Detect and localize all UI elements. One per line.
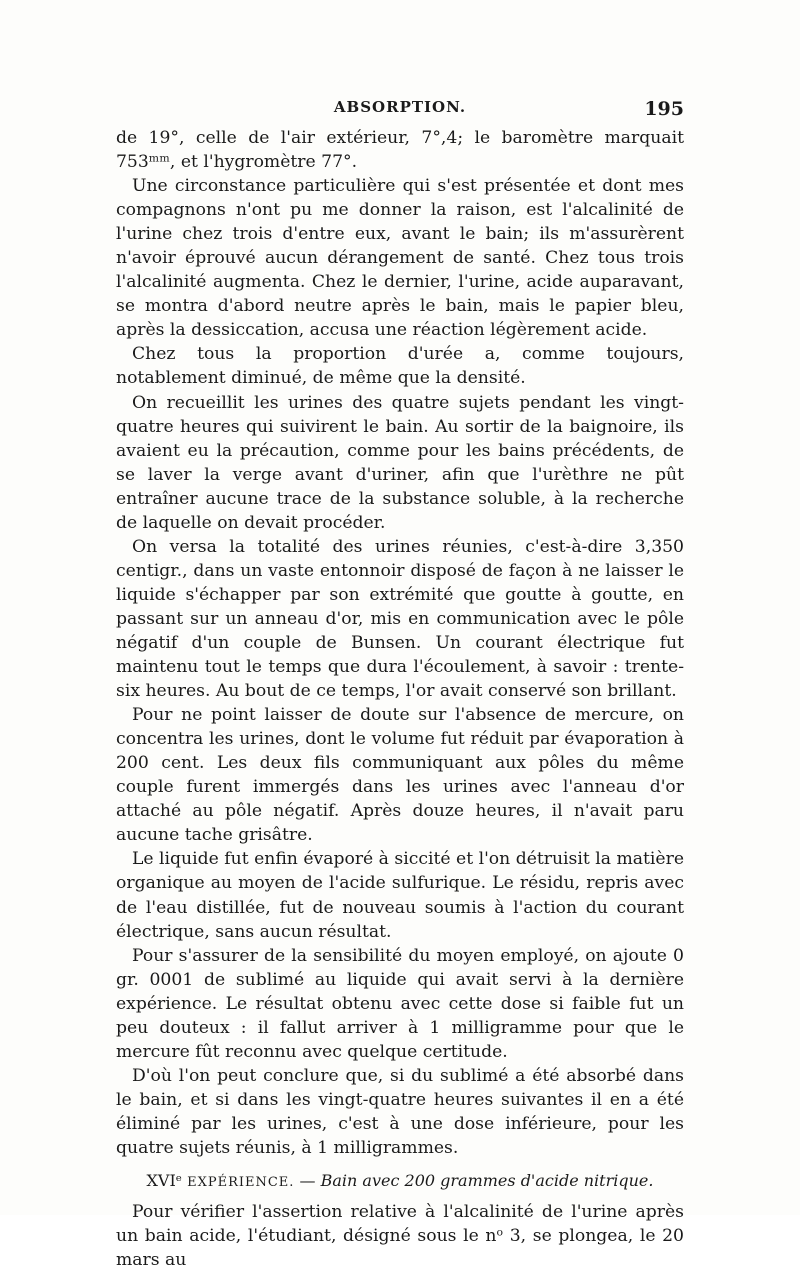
section-separator: —: [299, 1171, 316, 1191]
paragraph: On recueillit les urines des quatre sujets pendant les vingt-quatre heures qui suivirent le bain. Au sortir de la baignoire, ils avaient eu la précaution, comme pour les bains précédents, de se laver la verge avant d'uriner, afin que l'urèthre ne pût entraîner aucune trace de la substance soluble, à la recherche de laquelle on devait procéder.: [116, 392, 684, 533]
paragraph: Pour ne point laisser de doute sur l'absence de mercure, on concentra les urines, dont le volume fut réduit par évaporation à 200 cent. Les deux fils communiquant aux pôles du même couple furent immergés dans les urines avec l'anneau d'or attaché au pôle négatif. Après douze heures, il n'avait paru aucune tache grisâtre.: [116, 705, 684, 846]
section-title: Bain avec 200 grammes d'acide nitrique.: [320, 1171, 654, 1191]
paragraph: de 19°, celle de l'air extérieur, 7°,4; le baromètre marquait 753ᵐᵐ, et l'hygromètre 77°.: [116, 128, 684, 173]
paragraph: Une circonstance particulière qui s'est présentée et dont mes compagnons n'ont pu me donner la raison, est l'alcalinité de l'urine chez trois d'entre eux, avant le bain; ils m'assurèrent n'avoir éprouvé aucun dérangement de santé. Chez tous trois l'alcalinité augmenta. Chez le dernier, l'urine, acide auparavant, se montra d'abord neutre après le bain, mais le papier bleu, après la dessiccation, accusa une réaction légèrement acide.: [116, 176, 684, 341]
paragraph: D'où l'on peut conclure que, si du sublimé a été absorbé dans le bain, et si dans les vingt-quatre heures suivantes il en a été éliminé par les urines, c'est à une dose inférieure, pour les quatre sujets réunis, à 1 milligrammes.: [116, 1065, 684, 1158]
running-header: [116, 98, 684, 122]
page-number: 195: [644, 98, 684, 120]
paragraph: Le liquide fut enfin évaporé à siccité et l'on détruisit la matière organique au moyen de l'acide sulfurique. Le résidu, repris avec de l'eau distillée, fut de nouveau soumis à l'action du courant électrique, sans aucun résultat.: [116, 849, 684, 942]
paragraph: Chez tous la proportion d'urée a, comme toujours, notablement diminué, de même que la densité.: [116, 344, 684, 389]
section-heading: [116, 1168, 684, 1196]
section-number: XVIᵉ: [146, 1171, 182, 1191]
section-label: EXPÉRIENCE.: [187, 1175, 295, 1191]
paragraph: Pour vérifier l'assertion relative à l'alcalinité de l'urine après un bain acide, l'étudiant, désigné sous le nᵒ 3, se plongea, le 20 mars au: [116, 1202, 684, 1271]
body-text: [116, 126, 684, 1272]
paragraph: On versa la totalité des urines réunies, c'est-à-dire 3,350 centigr., dans un vaste entonnoir disposé de façon à ne laisser le liquide s'échapper par son extrémité que goutte à goutte, en passant sur un anneau d'or, mis en communication avec le pôle négatif d'un couple de Bunsen. Un courant électrique fut maintenu tout le temps que dura l'écoulement, à savoir : trente-six heures. Au bout de ce temps, l'or avait conservé son brillant.: [116, 536, 684, 702]
paragraph: Pour s'assurer de la sensibilité du moyen employé, on ajoute 0 gr. 0001 de sublimé au liquide qui avait servi à la dernière expérience. Le résultat obtenu avec cette dose si faible fut un peu douteux : il fallut arriver à 1 milligramme pour que le mercure fût reconnu avec quelque certitude.: [116, 945, 684, 1062]
running-title: ABSORPTION.: [333, 98, 467, 116]
